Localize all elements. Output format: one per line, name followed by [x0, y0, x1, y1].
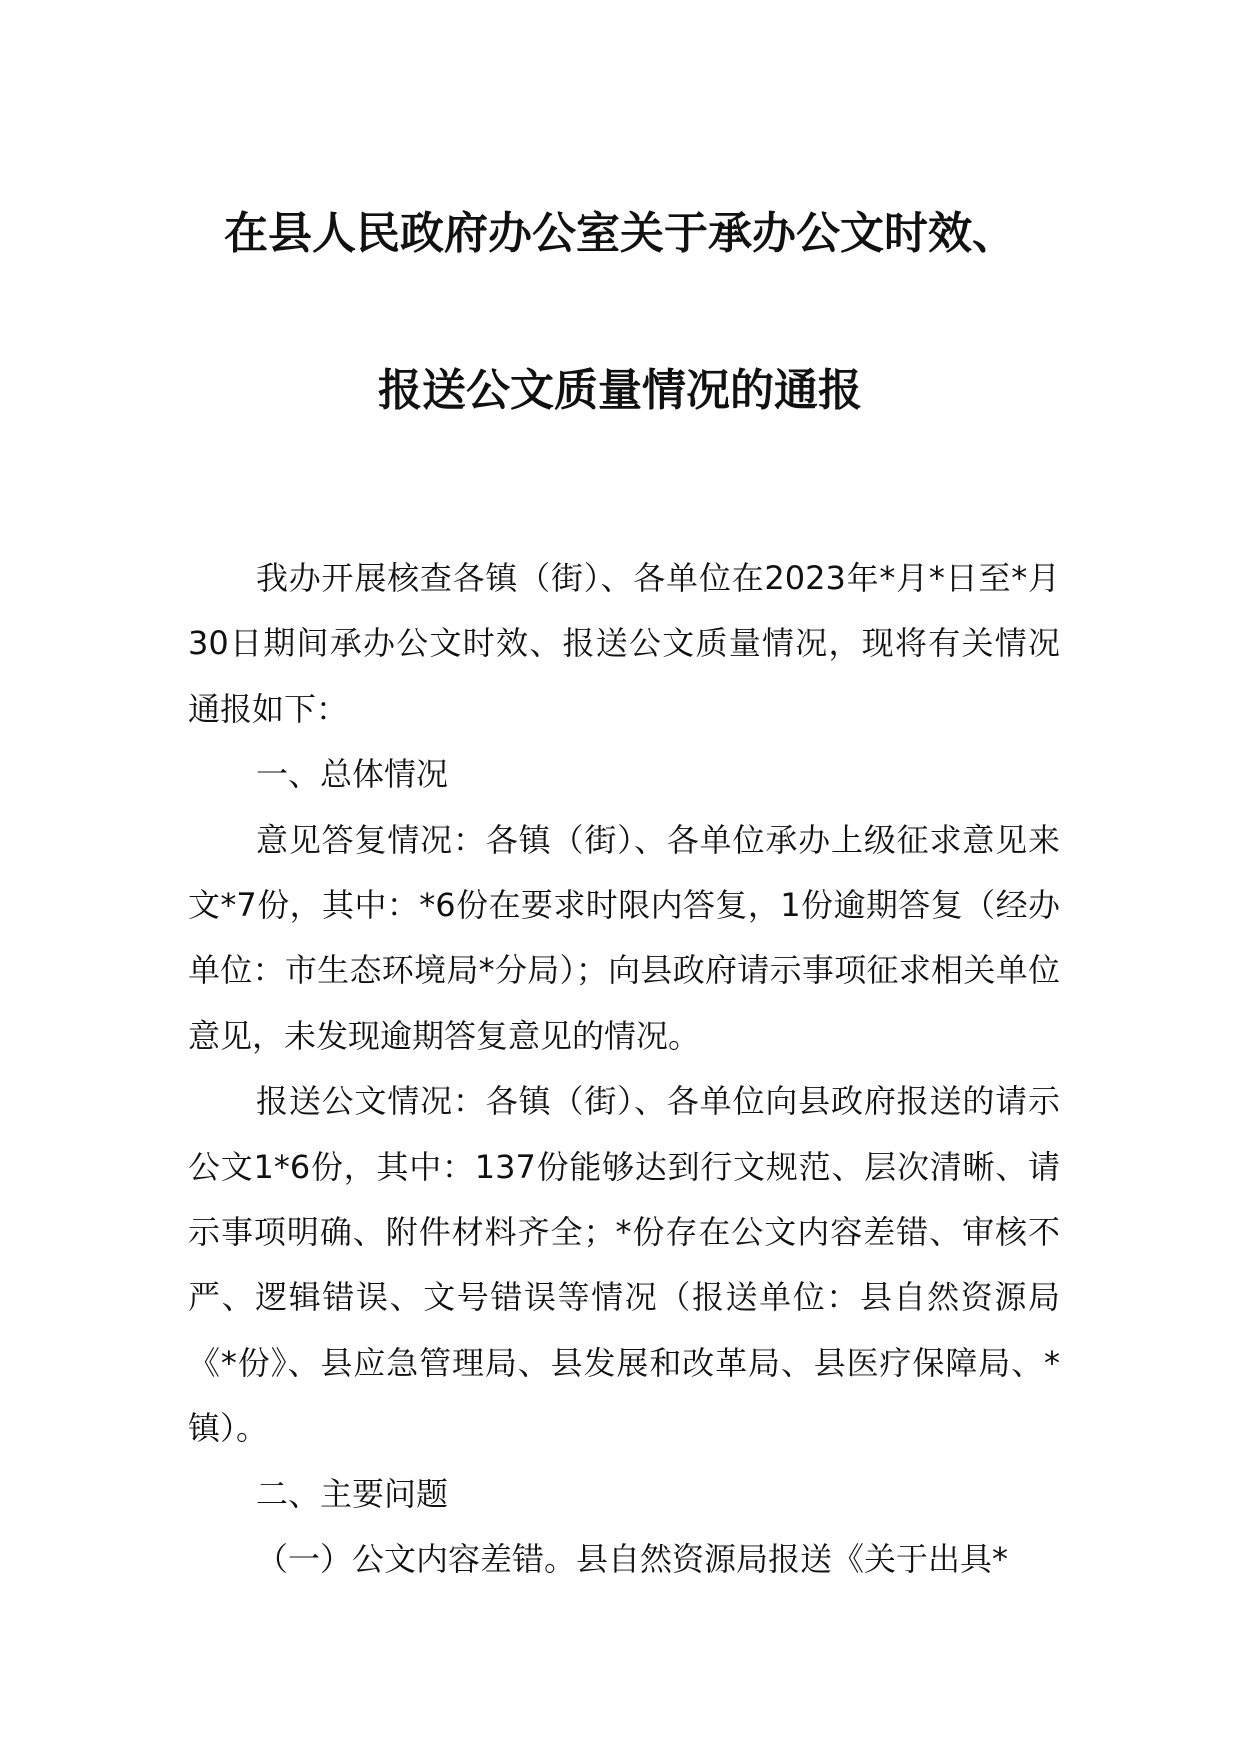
intro-paragraph: 我办开展核查各镇（街）、各单位在2023年*月*日至*月30日期间承办公文时效、报送公文质量情况，现将有关情况通报如下： [188, 559, 1060, 728]
paragraph-content-errors: （一）公文内容差错。县自然资源局报送《关于出具* [256, 1540, 1009, 1579]
document-title-line-1: 在县人民政府办公室关于承办公文时效、 [224, 208, 1016, 259]
paragraph-opinion-replies: 意见答复情况：各镇（街）、各单位承办上级征求意见来文*7份，其中：*6份在要求时限内答复，1份逾期答复（经办单位：市生态环境局*分局）；向县政府请示事项征求相关单位意见，未发现逾期答复意见的情况。 [188, 820, 1060, 1055]
section-heading-overall: 一、总体情况 [256, 755, 449, 794]
document-title-line-2: 报送公文质量情况的通报 [378, 365, 862, 416]
paragraph-submitted-documents: 报送公文情况：各镇（街）、各单位向县政府报送的请示公文1*6份，其中：137份能够达到行文规范、层次清晰、请示事项明确、附件材料齐全；*份存在公文内容差错、审核不严、逻辑错误、文号错误等情况（报送单位：县自然资源局《*份》、县应急管理局、县发展和改革局、县医疗保障局、*镇）。 [188, 1082, 1060, 1448]
document-body [188, 546, 1060, 1593]
section-heading-main-problems: 二、主要问题 [256, 1474, 449, 1513]
